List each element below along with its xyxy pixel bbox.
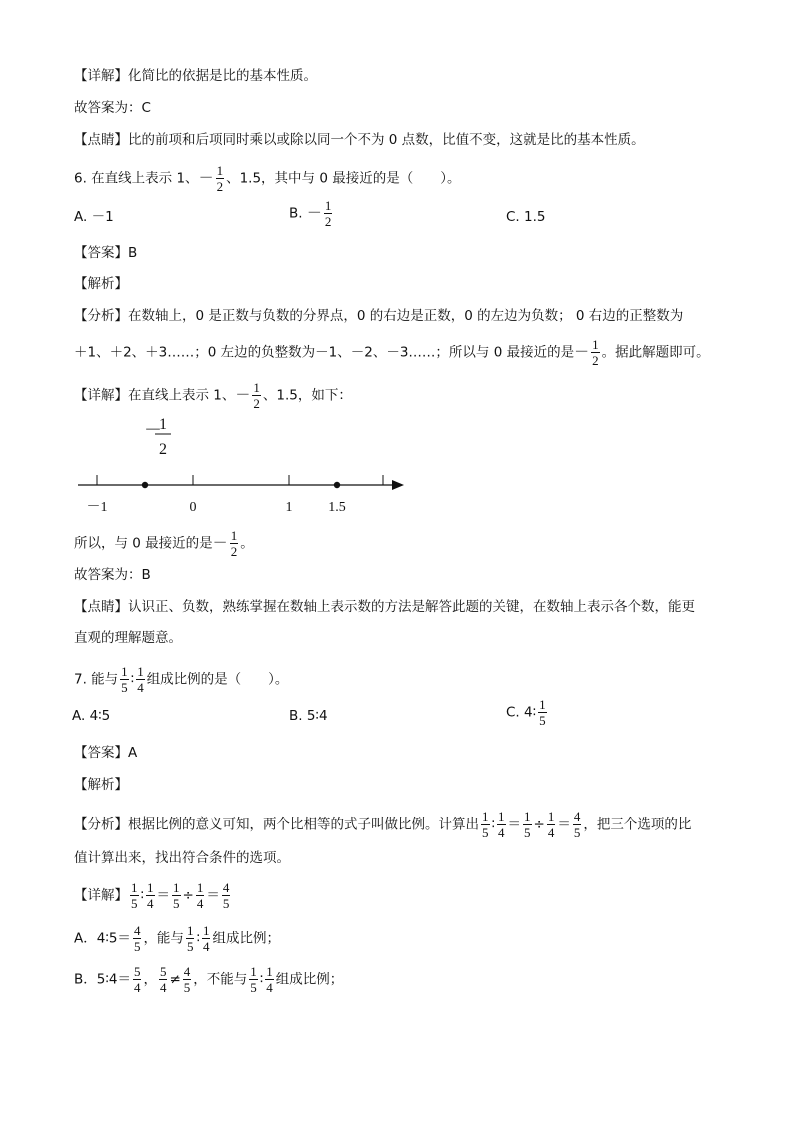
denominator: 4 [137,680,144,695]
tick-label: 1 [285,500,293,515]
q6-option-b-prefix: B. [289,205,303,222]
fraction-one-fifth [130,880,139,911]
minus-sign: － [574,344,590,361]
equals-sign: ＝ [156,887,171,904]
denominator: 4 [547,825,555,840]
equals-sign: ＝ [557,816,571,833]
q6-point-line-1: 【点睛】认识正、负数，熟练掌握在数轴上表示数的方法是解答此题的关键，在数轴上表示各个数，能更 [74,599,695,615]
divide-sign: ÷ [182,887,194,904]
fraction-one-fifth [523,809,532,840]
tick-label: 0 [189,500,197,515]
equals-sign: ＝ [206,887,220,904]
point-marker [142,482,148,488]
denominator: 2 [324,214,332,229]
fraction-four-fifths [133,923,142,954]
fraction-one-quarter [146,880,155,911]
equals-sign: ＝ [507,816,522,833]
q7-analysis-line-1 [74,809,691,840]
q7-line-a-text-a: A．4∶5＝ [74,930,131,947]
q7-stem-text-b: 组成比例的是（ ）。 [146,671,289,688]
q7-line-b-text-c: ，不能与 [193,971,248,988]
ratio-sign: ∶ [130,671,135,688]
numerator: 1 [137,664,144,679]
q5-answer: 故答案为：C [74,100,151,116]
q7-option-a: A. 4∶5 [72,708,111,724]
denominator: 5 [173,896,180,911]
denominator: 4 [147,896,154,911]
numerator: 1 [196,880,204,895]
q7-jiexi-tag: 【解析】 [74,777,128,793]
label-neg-half-minus: － [144,420,162,440]
fraction-neg-half [252,380,261,411]
minus-sign: － [306,205,322,222]
q7-stem [74,664,288,695]
numerator: 5 [159,964,167,979]
denominator: 4 [202,939,210,954]
q6-answer-tag: 【答案】B [74,245,138,261]
q6-conclusion-text-a: 所以，与 0 最接近的是 [74,535,213,552]
q7-line-b-text-d: 组成比例； [275,971,344,988]
q7-answer-tag: 【答案】A [74,745,138,761]
q7-option-b-check [74,964,343,995]
q7-analysis-line-2: 值计算出来，找出符合条件的选项。 [74,850,290,866]
ratio-sign: ∶ [491,816,496,833]
denominator: 5 [539,713,546,728]
q7-option-c-prefix: C. 4∶ [506,704,537,721]
denominator: 4 [159,980,167,995]
numerator: 1 [250,964,257,979]
q7-detail-line [74,880,232,911]
denominator: 5 [131,896,138,911]
fraction-one-fifth [538,697,547,728]
fraction-four-fifths [183,964,192,995]
numerator: 1 [524,809,531,824]
q7-line-a-text-b: ，能与 [143,930,184,947]
fraction-one-quarter [202,923,211,954]
denominator: 5 [524,825,531,840]
fraction-four-fifths [222,880,231,911]
q6-analysis-line-1: 【分析】在数轴上，0 是正数与负数的分界点，0 的右边是正数，0 的左边为负数； 0 右边的正整数为 [74,308,684,324]
numerator: 1 [173,880,180,895]
q6-analysis-text-a: ＋1、＋2、＋3……；0 左边的负整数为－1、－2、－3……；所以与 0 最接近的是 [74,344,575,361]
denominator: 4 [196,896,204,911]
q6-option-b [289,198,334,229]
fraction-neg-half [216,163,225,194]
not-equal-sign: ≠ [169,971,181,988]
divide-sign: ÷ [533,816,545,833]
numerator: 1 [121,664,128,679]
fraction-one-fifth [186,923,195,954]
numerator: 4 [183,964,191,979]
ratio-sign: ∶ [196,930,200,947]
fraction-one-fifth [249,964,258,995]
numerator: 1 [253,380,260,395]
q6-detail-text-a: 【详解】在直线上表示 1、 [74,387,236,404]
fraction-four-fifths [573,809,582,840]
numerator: 1 [482,809,489,824]
fraction-one-fifth [120,664,129,695]
denominator: 5 [186,939,194,954]
numerator: 1 [266,964,273,979]
fraction-neg-half [591,337,600,368]
fraction-one-quarter [196,880,205,911]
q7-option-a-check [74,923,280,954]
numerator: 1 [324,198,332,213]
numerator: 4 [222,880,230,895]
numerator: 1 [592,337,599,352]
q7-stem-text-a: 7. 能与 [74,671,119,688]
denominator: 4 [498,825,505,840]
numerator: 1 [539,697,546,712]
q7-option-c [506,697,549,728]
q6-stem-text-b: 、1.5，其中与 0 最接近的是（ ）。 [226,170,461,187]
denominator: 5 [183,980,191,995]
minus-sign: － [235,387,251,404]
q6-jiexi-tag: 【解析】 [74,276,128,292]
denominator: 2 [216,179,224,194]
fraction-one-quarter [136,664,145,695]
numerator: 5 [133,964,141,979]
minus-sign: － [212,535,228,552]
numerator: 1 [230,528,238,543]
denominator: 5 [573,825,581,840]
q6-stem-text-a: 6. 在直线上表示 1、 [74,170,199,187]
q6-option-a: A. －1 [74,209,114,225]
denominator: 2 [592,353,599,368]
axis-arrow [392,480,404,490]
number-line-marks [87,475,384,515]
denominator: 5 [250,980,257,995]
denominator: 2 [253,396,260,411]
tick-label: －1 [86,500,108,515]
q7-line-a-text-c: 组成比例； [212,930,280,947]
fraction-five-quarters [159,964,168,995]
denominator: 5 [222,896,230,911]
q7-detail-tag: 【详解】 [74,887,128,904]
q6-analysis-line-2 [74,337,710,368]
fraction-one-fifth [172,880,181,911]
fraction-one-fifth [481,809,490,840]
numerator: 1 [498,809,505,824]
q6-detail-line [74,380,352,411]
fraction-one-quarter [497,809,506,840]
numerator: 1 [547,809,555,824]
q7-line-b-text-a: B．5∶4＝ [74,971,131,988]
numerator: 4 [573,809,581,824]
numerator: 1 [216,163,224,178]
q7-analysis-text-b: ，把三个选项的比 [583,816,692,833]
q6-detail-text-b: 、1.5，如下： [262,387,352,404]
numerator: 1 [131,880,138,895]
fraction-neg-half [230,528,239,559]
q6-analysis-text-b: 。据此解题即可。 [601,344,710,361]
denominator: 5 [121,680,128,695]
tick-label: 1.5 [328,500,346,515]
ratio-sign: ∶ [140,887,145,904]
q5-point: 【点睛】比的前项和后项同时乘以或除以同一个不为 0 点数，比值不变，这就是比的基本性质。 [74,132,645,148]
minus-sign: － [198,170,214,187]
q6-answer-line: 故答案为：B [74,567,151,583]
denominator: 4 [133,980,141,995]
q7-analysis-text-a: 【分析】根据比例的意义可知，两个比相等的式子叫做比例。计算出 [74,816,479,833]
numerator: 1 [186,923,194,938]
number-line-figure [70,410,420,520]
fraction-five-quarters [133,964,142,995]
fraction-one-quarter [547,809,556,840]
q6-stem [74,163,460,194]
numerator: 4 [133,923,141,938]
q6-conclusion-text-b: 。 [240,535,254,552]
q6-point-line-2: 直观的理解题意。 [74,630,182,646]
numerator: 1 [202,923,210,938]
q6-conclusion [74,528,254,559]
numerator: 1 [147,880,154,895]
denominator: 2 [230,544,238,559]
denominator: 5 [133,939,141,954]
denominator: 5 [482,825,489,840]
fraction-neg-half [324,198,333,229]
point-marker [334,482,340,488]
label-neg-half-den: 2 [159,441,167,458]
denominator: 4 [266,980,273,995]
q6-option-c: C. 1.5 [506,209,546,225]
q5-detail: 【详解】化简比的依据是比的基本性质。 [74,68,317,84]
ratio-sign: ∶ [259,971,264,988]
comma-sign: ， [143,971,157,988]
label-neg-half-num: 1 [159,416,167,433]
fraction-one-quarter [265,964,274,995]
q7-option-b: B. 5∶4 [289,708,328,724]
